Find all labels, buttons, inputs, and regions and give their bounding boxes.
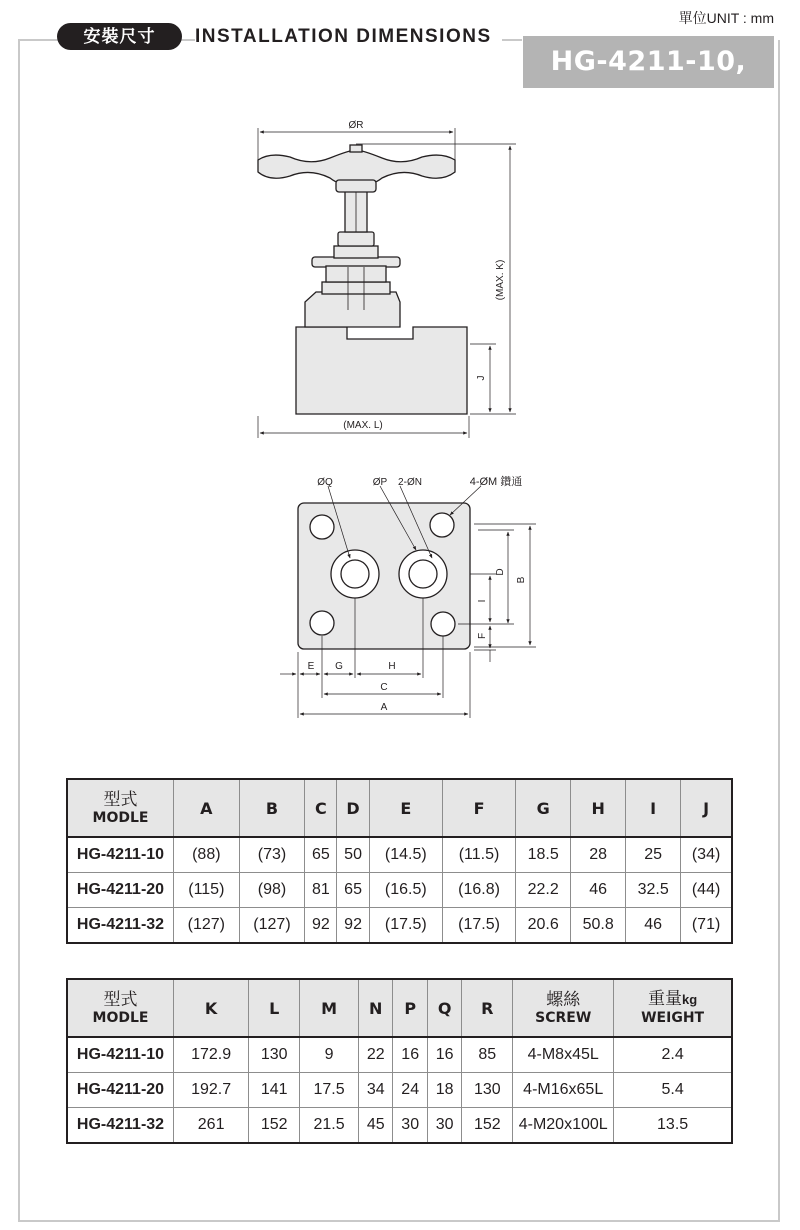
table-cell: 9 bbox=[300, 1037, 359, 1073]
table-cell: 4-M20x100L bbox=[513, 1108, 614, 1144]
table-row bbox=[67, 1108, 732, 1144]
table-cell: 92 bbox=[305, 908, 337, 944]
table-cell: (71) bbox=[681, 908, 732, 944]
table-cell: 152 bbox=[462, 1108, 513, 1144]
table-row bbox=[67, 1037, 732, 1073]
label-c: C bbox=[380, 682, 388, 693]
label-max-l: (MAX. L) bbox=[343, 420, 383, 431]
label-dia-r: ØR bbox=[348, 120, 364, 131]
label-2-n: 2-ØN bbox=[398, 477, 422, 488]
col-header: F bbox=[442, 779, 515, 837]
col-header: M bbox=[300, 979, 359, 1037]
col-header: H bbox=[571, 779, 626, 837]
table-cell: 18.5 bbox=[516, 837, 571, 873]
label-4-m: 4-ØM 鑽通 bbox=[469, 476, 523, 488]
label-d: D bbox=[495, 568, 506, 576]
table-cell: 65 bbox=[305, 837, 337, 873]
model-header: 型式 MODLE bbox=[67, 979, 174, 1037]
table-cell: 24 bbox=[393, 1073, 427, 1108]
col-header: I bbox=[626, 779, 681, 837]
table-cell: (34) bbox=[681, 837, 732, 873]
table-cell: (17.5) bbox=[442, 908, 515, 944]
label-i: I bbox=[477, 599, 488, 603]
table-cell: 46 bbox=[571, 873, 626, 908]
table-cell: 130 bbox=[249, 1037, 300, 1073]
model-cell: HG-4211-10 bbox=[67, 1037, 174, 1073]
table-cell: 22 bbox=[359, 1037, 393, 1073]
col-header: J bbox=[681, 779, 732, 837]
bolt-hole bbox=[310, 515, 334, 539]
valve-body bbox=[296, 327, 467, 414]
label-j: J bbox=[476, 375, 487, 381]
table-cell: (17.5) bbox=[369, 908, 442, 944]
model-header: 型式 MODLE bbox=[67, 779, 174, 837]
table-cell: 65 bbox=[337, 873, 369, 908]
flange-top-view bbox=[298, 503, 470, 649]
section-title: INSTALLATION DIMENSIONS bbox=[195, 23, 502, 50]
label-max-k: (MAX. K) bbox=[495, 259, 506, 301]
table-cell: 192.7 bbox=[174, 1073, 249, 1108]
table-cell: 5.4 bbox=[614, 1073, 732, 1108]
table-cell: 17.5 bbox=[300, 1073, 359, 1108]
label-e: E bbox=[307, 661, 315, 672]
table-cell: 4-M8x45L bbox=[513, 1037, 614, 1073]
table-cell: 4-M16x65L bbox=[513, 1073, 614, 1108]
valve-bonnet bbox=[305, 292, 400, 327]
table-cell: (88) bbox=[174, 837, 240, 873]
dimensions-table-2 bbox=[66, 978, 733, 1144]
col-header: D bbox=[337, 779, 369, 837]
model-cell: HG-4211-20 bbox=[67, 1073, 174, 1108]
table-cell: 2.4 bbox=[614, 1037, 732, 1073]
label-dia-q: ØQ bbox=[317, 477, 333, 488]
table-cell: 25 bbox=[626, 837, 681, 873]
model-cell: HG-4211-32 bbox=[67, 908, 174, 944]
table-cell: (44) bbox=[681, 873, 732, 908]
col-header: C bbox=[305, 779, 337, 837]
col-header: Q bbox=[427, 979, 461, 1037]
label-g: G bbox=[335, 661, 343, 672]
col-header: A bbox=[174, 779, 240, 837]
table-cell: 141 bbox=[249, 1073, 300, 1108]
table-cell: (98) bbox=[239, 873, 305, 908]
table-cell: 261 bbox=[174, 1108, 249, 1144]
col-header: B bbox=[239, 779, 305, 837]
table-row bbox=[67, 908, 732, 944]
table-cell: (115) bbox=[174, 873, 240, 908]
table-cell: 16 bbox=[427, 1037, 461, 1073]
table-cell: 22.2 bbox=[516, 873, 571, 908]
col-header: P bbox=[393, 979, 427, 1037]
table-cell: 20.6 bbox=[516, 908, 571, 944]
bolt-hole bbox=[310, 611, 334, 635]
table-row bbox=[67, 1073, 732, 1108]
table-cell: 16 bbox=[393, 1037, 427, 1073]
label-dia-p: ØP bbox=[372, 477, 388, 488]
section-badge: 安裝尺寸 bbox=[57, 23, 182, 50]
weight-header: 重量kg WEIGHT bbox=[614, 979, 732, 1037]
label-f: F bbox=[477, 632, 488, 640]
bolt-hole bbox=[431, 612, 455, 636]
table-cell: 45 bbox=[359, 1108, 393, 1144]
table-cell: 130 bbox=[462, 1073, 513, 1108]
table-cell: (127) bbox=[174, 908, 240, 944]
screw-header: 螺絲 SCREW bbox=[513, 979, 614, 1037]
label-h: H bbox=[388, 661, 396, 672]
table-cell: 46 bbox=[626, 908, 681, 944]
table-cell: 152 bbox=[249, 1108, 300, 1144]
table-cell: (16.8) bbox=[442, 873, 515, 908]
table-cell: 92 bbox=[337, 908, 369, 944]
col-header: G bbox=[516, 779, 571, 837]
col-header: K bbox=[174, 979, 249, 1037]
table-header-row bbox=[67, 979, 732, 1037]
table-cell: 50 bbox=[337, 837, 369, 873]
col-header: R bbox=[462, 979, 513, 1037]
col-header: N bbox=[359, 979, 393, 1037]
table-cell: 30 bbox=[427, 1108, 461, 1144]
model-title: HG-4211-10, 20. 32 bbox=[523, 36, 774, 88]
table-cell: (11.5) bbox=[442, 837, 515, 873]
table-row bbox=[67, 837, 732, 873]
col-header: E bbox=[369, 779, 442, 837]
table-cell: 18 bbox=[427, 1073, 461, 1108]
table-cell: 21.5 bbox=[300, 1108, 359, 1144]
table-cell: 81 bbox=[305, 873, 337, 908]
table-cell: 85 bbox=[462, 1037, 513, 1073]
label-b: B bbox=[516, 576, 527, 584]
table-cell: (73) bbox=[239, 837, 305, 873]
model-cell: HG-4211-20 bbox=[67, 873, 174, 908]
table-cell: (16.5) bbox=[369, 873, 442, 908]
dimensions-table-1 bbox=[66, 778, 733, 944]
port-inner bbox=[409, 560, 437, 588]
bolt-hole bbox=[430, 513, 454, 537]
table-row bbox=[67, 873, 732, 908]
table-header-row bbox=[67, 779, 732, 837]
unit-label: 單位UNIT : mm bbox=[678, 10, 774, 26]
gland-nut bbox=[334, 246, 378, 258]
model-cell: HG-4211-32 bbox=[67, 1108, 174, 1144]
table-cell: 50.8 bbox=[571, 908, 626, 944]
table-cell: 30 bbox=[393, 1108, 427, 1144]
table-cell: 13.5 bbox=[614, 1108, 732, 1144]
table-cell: 34 bbox=[359, 1073, 393, 1108]
table-cell: 172.9 bbox=[174, 1037, 249, 1073]
table-cell: 28 bbox=[571, 837, 626, 873]
table-cell: (127) bbox=[239, 908, 305, 944]
port-inner bbox=[341, 560, 369, 588]
model-cell: HG-4211-10 bbox=[67, 837, 174, 873]
label-a: A bbox=[380, 702, 388, 713]
col-header: L bbox=[249, 979, 300, 1037]
valve-side-view bbox=[258, 145, 467, 414]
table-cell: (14.5) bbox=[369, 837, 442, 873]
table-cell: 32.5 bbox=[626, 873, 681, 908]
